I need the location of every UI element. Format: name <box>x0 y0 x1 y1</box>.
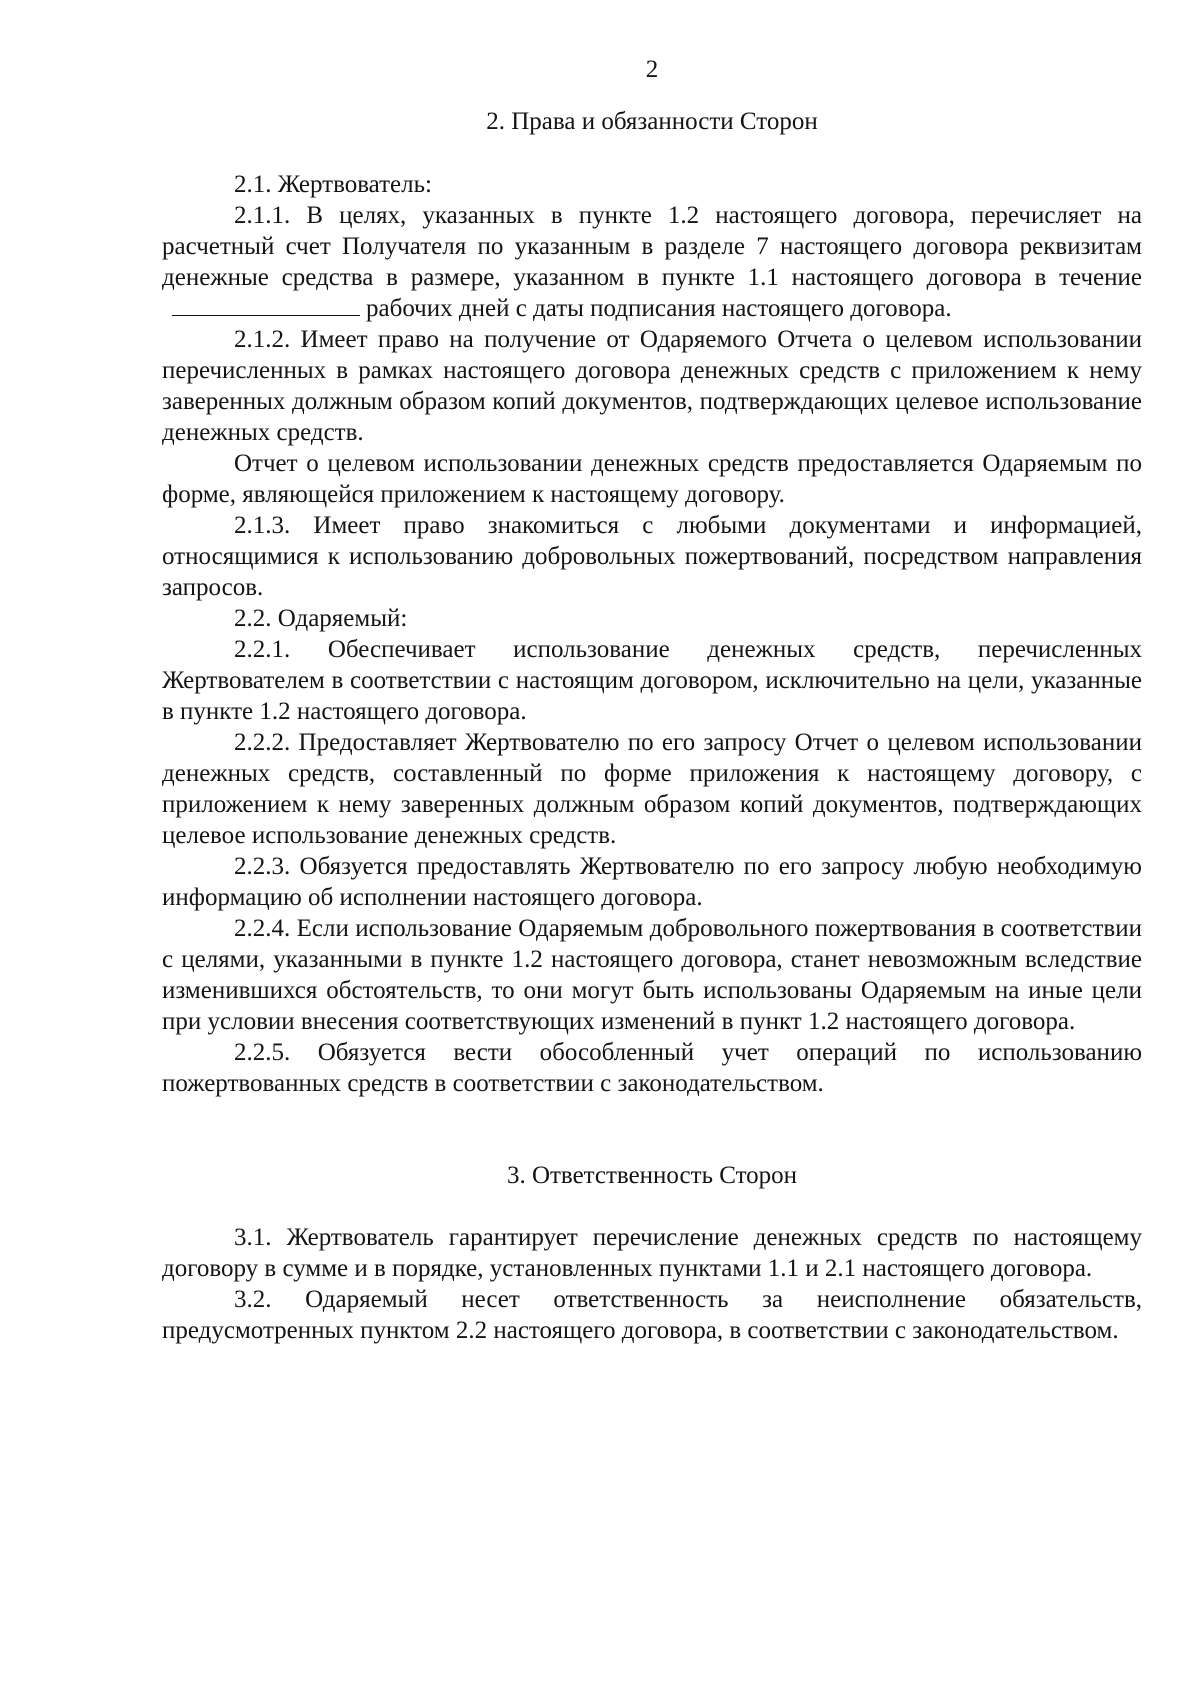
paragraph-3-2: 3.2. Одаряемый несет ответственность за неисполнение обязательств, предусмотренных пунктом 2.2 настоящего договора, в соответствии с законодательством. <box>162 1286 1142 1344</box>
blank-field-days <box>172 295 360 316</box>
section-3-title: 3. Ответственность Сторон <box>506 1162 798 1189</box>
paragraph-2-1-1-text-a: 2.1.1. В целях, указанных в пункте 1.2 настоящего договора, перечисляет на расчетный счет Получателя по указанным в разделе 7 настоящего договора реквизитам денежные средства в размере, указанном в пункте 1.1 настоящего договора в течение <box>162 202 1142 291</box>
document-page <box>162 0 1142 1686</box>
paragraph-3-1: 3.1. Жертвователь гарантирует перечисление денежных средств по настоящему договору в сумме и в порядке, установленных пунктами 1.1 и 2.1 настоящего договора. <box>162 1224 1142 1282</box>
paragraph-2-2-3: 2.2.3. Обязуется предоставлять Жертвователю по его запросу любую необходимую информацию об исполнении настоящего договора. <box>162 853 1142 911</box>
paragraph-2-2-4: 2.2.4. Если использование Одаряемым добровольного пожертвования в соответствии с целями, указанными в пункте 1.2 настоящего договора, станет невозможным вследствие изменившихся обстоятельств, то они могут быть использованы Одаряемым на иные цели при условии внесения соответствующих изменений в пункт 1.2 настоящего договора. <box>162 915 1142 1035</box>
paragraph-2-1: 2.1. Жертвователь: <box>234 171 432 198</box>
section-2-title: 2. Права и обязанности Сторон <box>486 108 818 135</box>
paragraph-2-2-5: 2.2.5. Обязуется вести обособленный учет операций по использованию пожертвованных средств в соответствии с законодательством. <box>162 1039 1142 1097</box>
section-2-body <box>162 169 1142 1099</box>
paragraph-2-1-1 <box>162 200 1142 324</box>
paragraph-2-1-3: 2.1.3. Имеет право знакомиться с любыми документами и информацией, относящимися к использованию добровольных пожертвований, посредством направления запросов. <box>162 512 1142 601</box>
paragraph-report: Отчет о целевом использовании денежных средств предоставляется Одаряемым по форме, являющейся приложением к настоящему договору. <box>162 450 1142 508</box>
paragraph-2-1-1-text-b: рабочих дней с даты подписания настоящего договора. <box>366 295 952 322</box>
paragraph-2-1-2: 2.1.2. Имеет право на получение от Одаряемого Отчета о целевом использовании перечисленных в рамках настоящего договора денежных средств с приложением к нему заверенных должным образом копий документов, подтверждающих целевое использование денежных средств. <box>162 326 1142 446</box>
paragraph-2-2: 2.2. Одаряемый: <box>234 605 408 632</box>
paragraph-2-2-2: 2.2.2. Предоставляет Жертвователю по его запросу Отчет о целевом использовании денежных средств, составленный по форме приложения к настоящему договору, с приложением к нему заверенных должным образом копий документов, подтверждающих целевое использование денежных средств. <box>162 729 1142 849</box>
paragraph-2-2-1: 2.2.1. Обеспечивает использование денежных средств, перечисленных Жертвователем в соответствии с настоящим договором, исключительно на цели, указанные в пункте 1.2 настоящего договора. <box>162 636 1142 725</box>
section-3-body <box>162 1222 1142 1346</box>
page-number: 2 <box>645 56 659 83</box>
